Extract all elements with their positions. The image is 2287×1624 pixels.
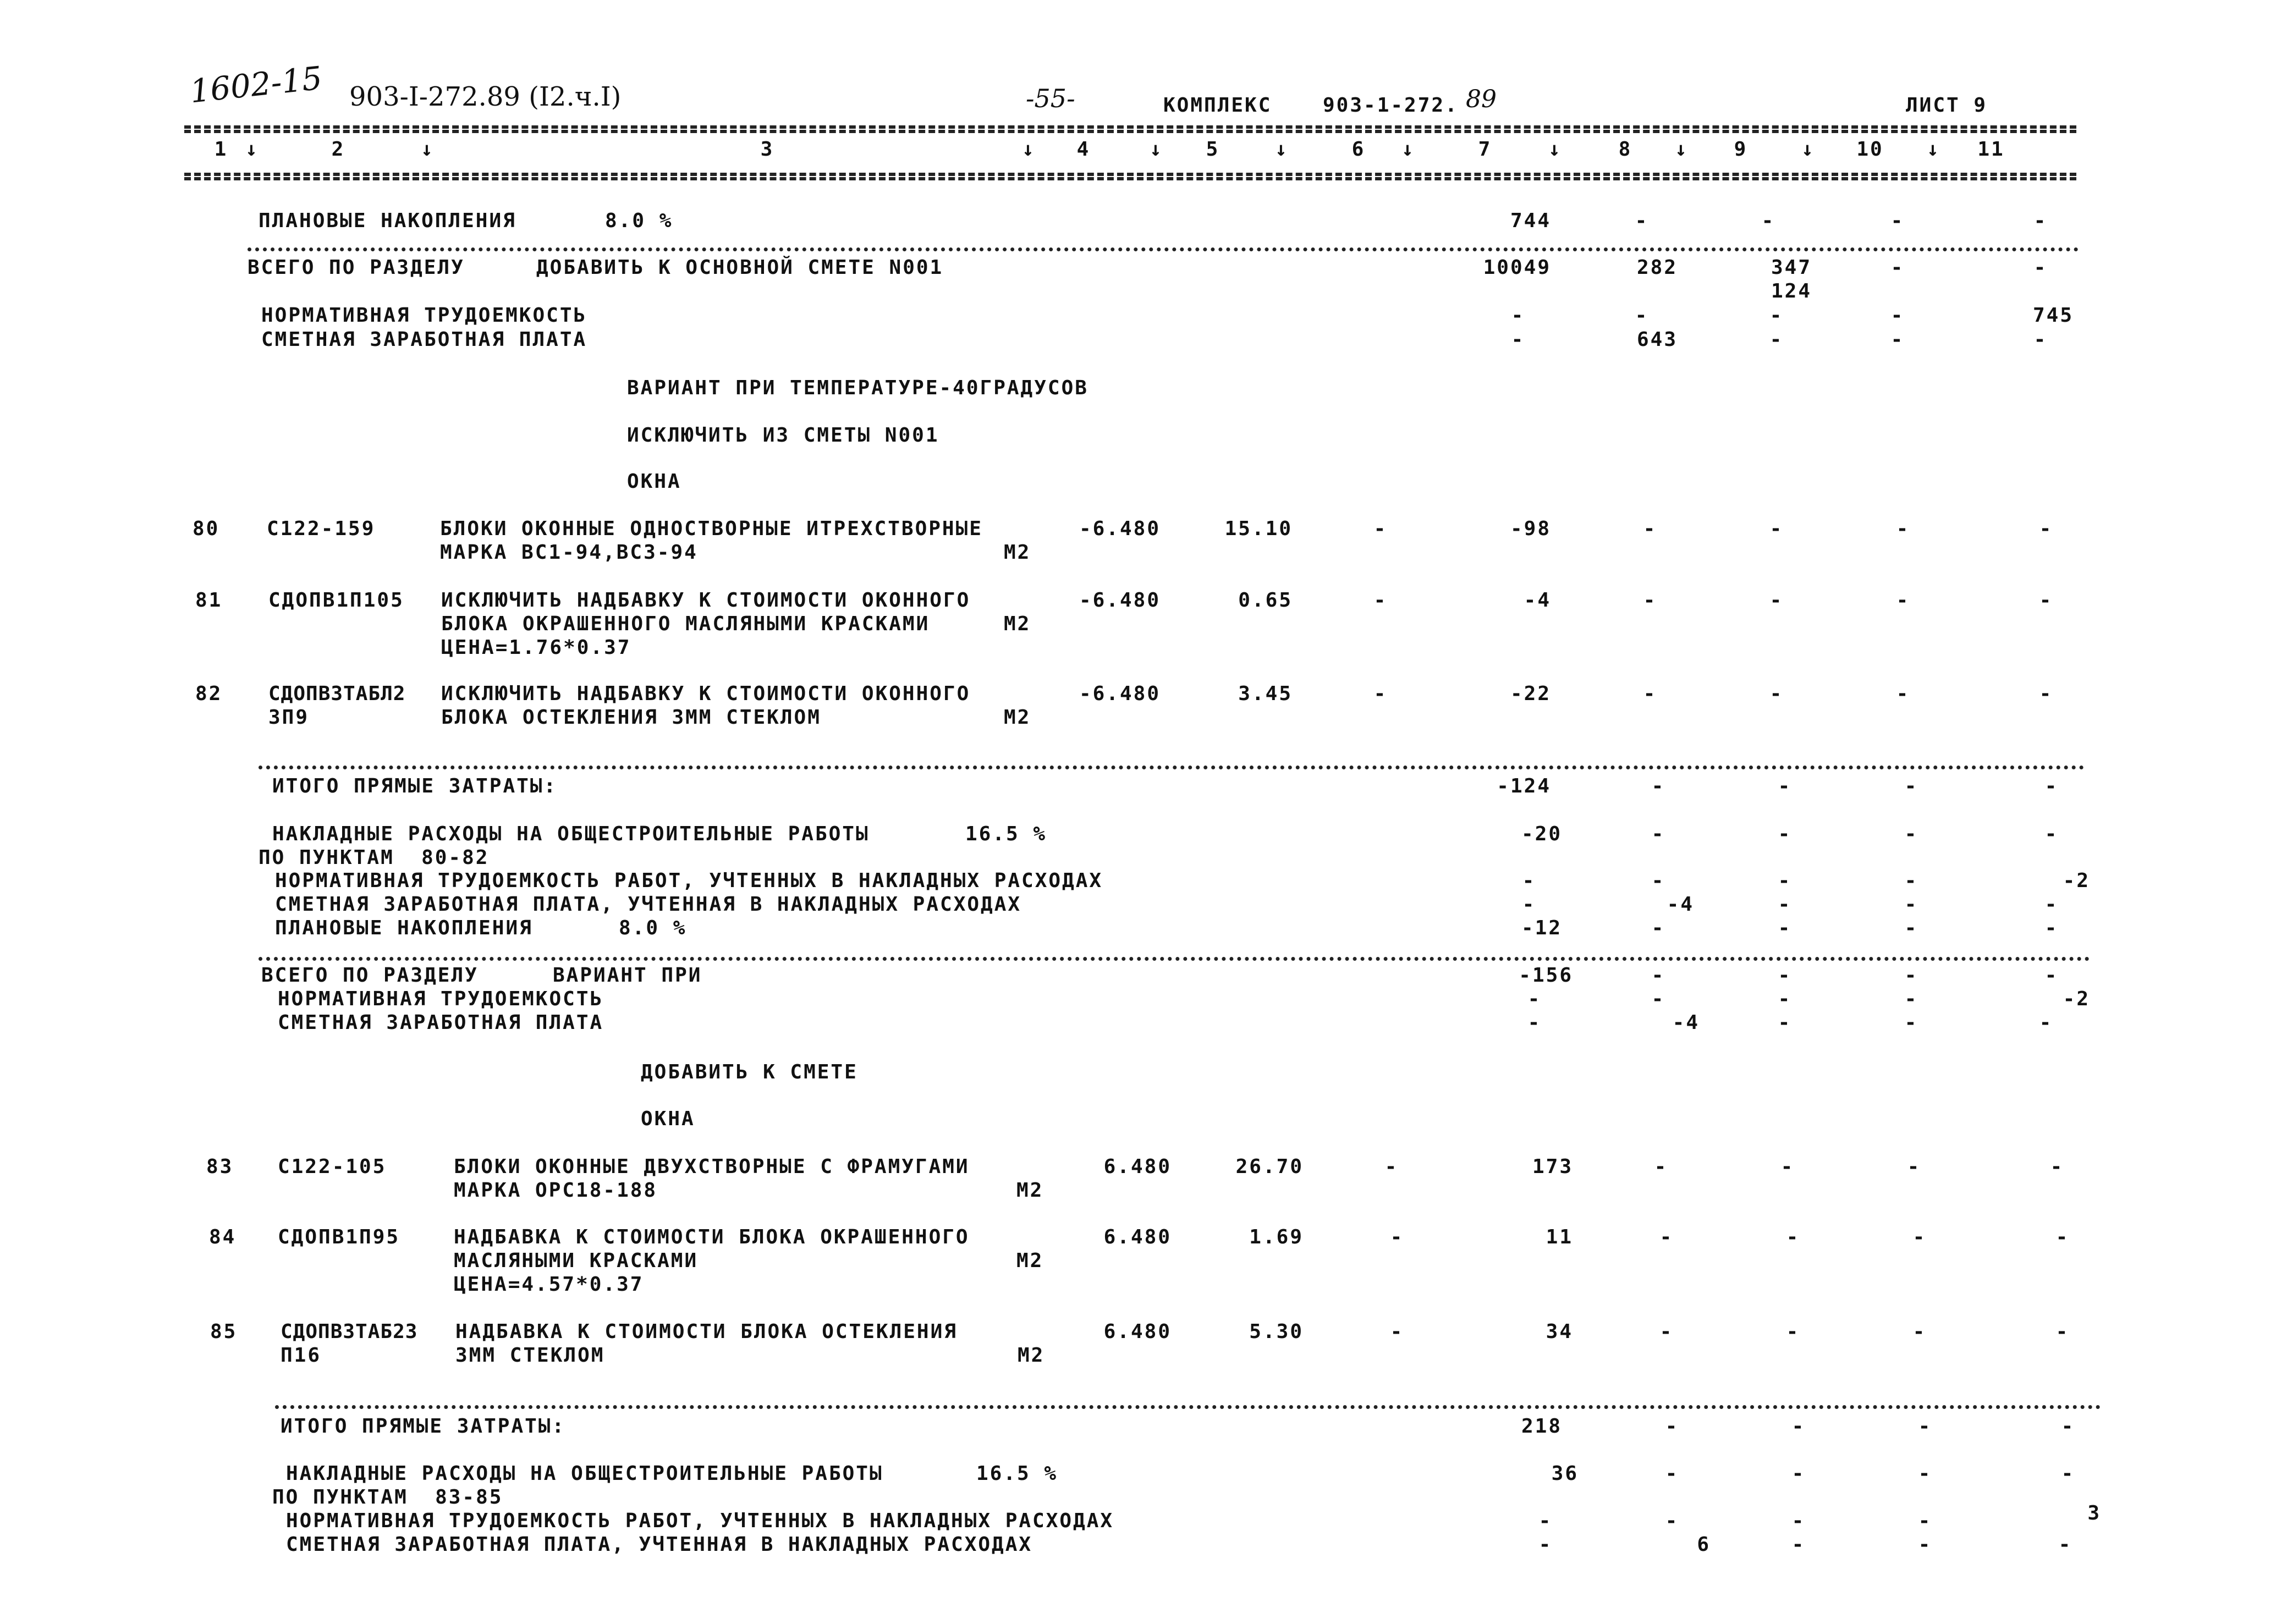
cell-col9: - bbox=[1769, 589, 1784, 612]
item-number: 80 bbox=[193, 518, 220, 540]
add-heading: ДОБАВИТЬ К СМЕТЕ bbox=[641, 1061, 858, 1083]
item-quantity: -6.480 bbox=[1079, 518, 1161, 540]
cell-col10: - bbox=[1918, 1510, 1932, 1532]
dotted-separator bbox=[275, 1405, 2101, 1409]
cell-col8: 282 bbox=[1636, 256, 1678, 279]
row-label: ИТОГО ПРЯМЫЕ ЗАТРАТЫ: bbox=[281, 1415, 566, 1438]
column-header-1: 1 bbox=[214, 138, 228, 161]
cell-col8: - bbox=[1654, 1155, 1668, 1178]
points-range: ПО ПУНКТАМ 83-85 bbox=[272, 1486, 503, 1509]
cell-col9: - bbox=[1778, 869, 1792, 892]
exclude-heading: ИСКЛЮЧИТЬ ИЗ СМЕТЫ N001 bbox=[627, 424, 939, 447]
column-header-4: 4 bbox=[1076, 138, 1091, 161]
item-description: НАДБАВКА К СТОИМОСТИ БЛОКА ОСТЕКЛЕНИЯ bbox=[455, 1320, 958, 1343]
item-description: БЛОКИ ОКОННЫЕ ДВУХСТВОРНЫЕ С ФРАМУГАМИ bbox=[454, 1155, 970, 1178]
item-price: 1.69 bbox=[1249, 1226, 1304, 1248]
cell-col8: 6 bbox=[1697, 1533, 1711, 1556]
row-note: ДОБАВИТЬ К ОСНОВНОЙ СМЕТЕ N001 bbox=[536, 256, 944, 279]
cell-col9: - bbox=[1778, 893, 1792, 916]
cell-col9: - bbox=[1778, 917, 1792, 939]
cell-col7: -4 bbox=[1524, 589, 1551, 612]
item-code: СДОПВ1П105 bbox=[268, 589, 404, 612]
cell-col11: - bbox=[2039, 589, 2053, 612]
item-price: 3.45 bbox=[1238, 682, 1293, 705]
cell-col10: - bbox=[1904, 1011, 1918, 1034]
cell-col6: - bbox=[1390, 1320, 1404, 1343]
cell-col9: 347 bbox=[1771, 256, 1812, 279]
item-unit: М2 bbox=[1018, 1344, 1045, 1367]
column-separator: ↓ bbox=[1401, 138, 1415, 161]
item-description: 3ММ СТЕКЛОМ bbox=[455, 1344, 605, 1367]
cell-col10: - bbox=[1912, 1320, 1927, 1343]
cell-col7: 36 bbox=[1551, 1462, 1579, 1485]
cell-col9: - bbox=[1761, 210, 1775, 232]
item-description: ИСКЛЮЧИТЬ НАДБАВКУ К СТОИМОСТИ ОКОННОГО bbox=[441, 682, 971, 705]
cell-col10: - bbox=[1890, 304, 1905, 327]
item-unit: М2 bbox=[1004, 613, 1031, 635]
item-description: БЛОКА ОСТЕКЛЕНИЯ 3ММ СТЕКЛОМ bbox=[441, 706, 821, 729]
cell-col10: - bbox=[1890, 256, 1905, 279]
cell-col10: - bbox=[1904, 823, 1918, 845]
cell-col8: - bbox=[1659, 1320, 1674, 1343]
item-code: СДОПВ3ТАБ23 bbox=[281, 1320, 418, 1343]
column-separator: ↓ bbox=[245, 138, 259, 161]
item-description: НАДБАВКА К СТОИМОСТИ БЛОКА ОКРАШЕННОГО bbox=[454, 1226, 970, 1248]
column-header-7: 7 bbox=[1478, 138, 1492, 161]
cell-col7: - bbox=[1511, 328, 1525, 351]
row-label: ВСЕГО ПО РАЗДЕЛУ bbox=[248, 256, 465, 279]
column-separator: ↓ bbox=[1548, 138, 1562, 161]
cell-col8: - bbox=[1651, 869, 1665, 892]
column-header-5: 5 bbox=[1206, 138, 1220, 161]
cell-col7: 744 bbox=[1510, 210, 1551, 232]
cell-col10: - bbox=[1896, 518, 1910, 540]
cell-col10: - bbox=[1918, 1533, 1932, 1556]
cell-col9: - bbox=[1778, 1011, 1792, 1034]
cell-col11: - bbox=[2055, 1226, 2070, 1248]
cell-col7: -22 bbox=[1510, 682, 1551, 705]
cell-col6: - bbox=[1373, 682, 1388, 705]
cell-col8: - bbox=[1635, 304, 1649, 327]
cell-col6: - bbox=[1390, 1226, 1404, 1248]
column-header-3: 3 bbox=[760, 138, 774, 161]
cell-col9: - bbox=[1786, 1226, 1800, 1248]
item-quantity: 6.480 bbox=[1103, 1226, 1172, 1248]
item-description: МАСЛЯНЫМИ КРАСКАМИ bbox=[454, 1249, 699, 1272]
document-code: 903-I-272.89 (I2.ч.I) bbox=[349, 81, 622, 112]
cell-col10: - bbox=[1904, 869, 1918, 892]
cell-col9: - bbox=[1791, 1462, 1806, 1485]
dotted-separator bbox=[248, 247, 2079, 251]
cell-col11: - bbox=[2044, 893, 2059, 916]
cell-col6: - bbox=[1373, 589, 1388, 612]
row-label: НОРМАТИВНАЯ ТРУДОЕМКОСТЬ РАБОТ, УЧТЕННЫХ В НАКЛАДНЫХ РАСХОДАХ bbox=[275, 869, 1103, 892]
cell-col11: - bbox=[2061, 1415, 2075, 1438]
column-separator: ↓ bbox=[1675, 138, 1689, 161]
item-unit: М2 bbox=[1004, 541, 1031, 564]
cell-col7: 10049 bbox=[1483, 256, 1551, 279]
variant-heading: ВАРИАНТ ПРИ ТЕМПЕРАТУРЕ-40ГРАДУСОВ bbox=[627, 377, 1088, 399]
dotted-separator bbox=[259, 766, 2085, 769]
cell-col8: - bbox=[1651, 964, 1665, 987]
row-percent: 16.5 % bbox=[976, 1462, 1058, 1485]
cell-col9-second: 124 bbox=[1771, 280, 1812, 302]
cell-col11: - bbox=[2050, 1155, 2064, 1178]
row-label: СМЕТНАЯ ЗАРАБОТНАЯ ПЛАТА, УЧТЕННАЯ В НАКЛАДНЫХ РАСХОДАХ bbox=[275, 893, 1022, 916]
page-number: -55- bbox=[1026, 84, 1075, 113]
cell-col9: - bbox=[1791, 1510, 1806, 1532]
item-description: БЛОКИ ОКОННЫЕ ОДНОСТВОРНЫЕ ИТРЕХСТВОРНЫЕ bbox=[440, 518, 983, 540]
cell-col10: - bbox=[1896, 589, 1910, 612]
cell-col8: - bbox=[1651, 775, 1665, 797]
row-label: СМЕТНАЯ ЗАРАБОТНАЯ ПЛАТА bbox=[261, 328, 587, 351]
item-number: 83 bbox=[206, 1155, 234, 1178]
cell-col8: - bbox=[1659, 1226, 1674, 1248]
cell-col7: 218 bbox=[1521, 1415, 1562, 1438]
complex-code: 903-1-272. bbox=[1323, 94, 1459, 117]
cell-col6: - bbox=[1384, 1155, 1399, 1178]
cell-col7: - bbox=[1522, 869, 1536, 892]
item-price: 26.70 bbox=[1235, 1155, 1304, 1178]
column-separator: ↓ bbox=[421, 138, 435, 161]
cell-col8: - bbox=[1651, 988, 1665, 1010]
row-label: СМЕТНАЯ ЗАРАБОТНАЯ ПЛАТА, УЧТЕННАЯ В НАКЛАДНЫХ РАСХОДАХ bbox=[286, 1533, 1033, 1556]
item-description: МАРКА ОРС18-188 bbox=[454, 1179, 658, 1202]
cell-col8: -4 bbox=[1672, 1011, 1700, 1034]
cell-col11: -2 bbox=[2063, 869, 2090, 892]
cell-col8: - bbox=[1665, 1415, 1679, 1438]
windows-heading: ОКНА bbox=[627, 470, 681, 493]
cell-col11: 745 bbox=[2032, 304, 2074, 327]
cell-col9: - bbox=[1778, 775, 1792, 797]
cell-col9: - bbox=[1791, 1415, 1806, 1438]
row-label: НОРМАТИВНАЯ ТРУДОЕМКОСТЬ bbox=[278, 988, 604, 1010]
item-description: БЛОКА ОКРАШЕННОГО МАСЛЯНЫМИ КРАСКАМИ bbox=[441, 613, 930, 635]
cell-col8: - bbox=[1643, 589, 1657, 612]
item-quantity: -6.480 bbox=[1079, 682, 1161, 705]
cell-col9: - bbox=[1778, 823, 1792, 845]
row-label: ПЛАНОВЫЕ НАКОПЛЕНИЯ bbox=[275, 917, 533, 939]
cell-col9: - bbox=[1786, 1320, 1800, 1343]
header-rule-top bbox=[184, 125, 2076, 129]
cell-col7: -98 bbox=[1510, 518, 1551, 540]
item-code-continued: П16 bbox=[281, 1344, 322, 1367]
item-description: ЦЕНА=4.57*0.37 bbox=[454, 1273, 644, 1296]
cell-col8: - bbox=[1665, 1510, 1679, 1532]
cell-col8: - bbox=[1651, 823, 1665, 845]
cell-col8: -4 bbox=[1667, 893, 1694, 916]
cell-col10: - bbox=[1904, 893, 1918, 916]
cell-col11: 3 bbox=[2087, 1502, 2101, 1524]
row-percent: 16.5 % bbox=[965, 823, 1047, 845]
row-label: НОРМАТИВНАЯ ТРУДОЕМКОСТЬ РАБОТ, УЧТЕННЫХ В НАКЛАДНЫХ РАСХОДАХ bbox=[286, 1510, 1114, 1532]
cell-col11: - bbox=[2061, 1462, 2075, 1485]
cell-col7: 173 bbox=[1532, 1155, 1573, 1178]
complex-label: КОМПЛЕКС bbox=[1163, 94, 1272, 117]
cell-col7: 34 bbox=[1546, 1320, 1573, 1343]
column-header-2: 2 bbox=[331, 138, 345, 161]
item-number: 84 bbox=[209, 1226, 237, 1248]
cell-col10: - bbox=[1890, 210, 1905, 232]
cell-col11: - bbox=[2039, 682, 2053, 705]
cell-col10: - bbox=[1904, 917, 1918, 939]
cell-col10: - bbox=[1918, 1462, 1932, 1485]
cell-col9: - bbox=[1778, 964, 1792, 987]
item-quantity: 6.480 bbox=[1103, 1320, 1172, 1343]
column-header-11: 11 bbox=[1977, 138, 2005, 161]
cell-col10: - bbox=[1890, 328, 1905, 351]
cell-col6: - bbox=[1373, 518, 1388, 540]
cell-col9: - bbox=[1769, 304, 1784, 327]
cell-col11: - bbox=[2033, 256, 2048, 279]
row-label: ВСЕГО ПО РАЗДЕЛУ bbox=[261, 964, 479, 987]
cell-col9: - bbox=[1769, 518, 1784, 540]
header-rule-bottom2 bbox=[184, 177, 2076, 180]
row-label: ПЛАНОВЫЕ НАКОПЛЕНИЯ bbox=[259, 210, 516, 232]
header-rule-top2 bbox=[184, 130, 2076, 133]
cell-col11: - bbox=[2044, 775, 2059, 797]
item-unit: М2 bbox=[1016, 1179, 1044, 1202]
cell-col11: - bbox=[2033, 328, 2048, 351]
cell-col9: - bbox=[1780, 1155, 1795, 1178]
cell-col8: 643 bbox=[1636, 328, 1678, 351]
item-number: 85 bbox=[210, 1320, 238, 1343]
row-note: ВАРИАНТ ПРИ bbox=[553, 964, 702, 987]
cell-col10: - bbox=[1904, 775, 1918, 797]
column-header-10: 10 bbox=[1856, 138, 1884, 161]
cell-col11: - bbox=[2039, 1011, 2053, 1034]
cell-col7: - bbox=[1538, 1533, 1553, 1556]
cell-col7: -156 bbox=[1519, 964, 1573, 987]
column-header-6: 6 bbox=[1351, 138, 1366, 161]
cell-col11: -2 bbox=[2063, 988, 2090, 1010]
cell-col7: - bbox=[1527, 1011, 1542, 1034]
cell-col11: - bbox=[2044, 964, 2059, 987]
cell-col7: - bbox=[1538, 1510, 1553, 1532]
cell-col10: - bbox=[1904, 964, 1918, 987]
cell-col7: -12 bbox=[1521, 917, 1562, 939]
cell-col11: - bbox=[2044, 823, 2059, 845]
column-separator: ↓ bbox=[1275, 138, 1289, 161]
item-description: МАРКА ВС1-94,ВС3-94 bbox=[440, 541, 698, 564]
cell-col9: - bbox=[1769, 682, 1784, 705]
item-price: 0.65 bbox=[1238, 589, 1293, 612]
item-unit: М2 bbox=[1016, 1249, 1044, 1272]
column-separator: ↓ bbox=[1150, 138, 1163, 161]
item-code: СДОПВ3ТАБЛ2 bbox=[268, 682, 406, 705]
item-number: 81 bbox=[195, 589, 223, 612]
row-percent: 8.0 % bbox=[605, 210, 673, 232]
row-label: ИТОГО ПРЯМЫЕ ЗАТРАТЫ: bbox=[272, 775, 558, 797]
item-quantity: -6.480 bbox=[1079, 589, 1161, 612]
cell-col7: -124 bbox=[1497, 775, 1551, 797]
points-range: ПО ПУНКТАМ 80-82 bbox=[259, 846, 490, 869]
cell-col11: - bbox=[2044, 917, 2059, 939]
item-code: С122-105 bbox=[278, 1155, 387, 1178]
cell-col10: - bbox=[1904, 988, 1918, 1010]
cell-col11: - bbox=[2058, 1533, 2072, 1556]
item-code-continued: 3П9 bbox=[268, 706, 310, 729]
cell-col7: - bbox=[1511, 304, 1525, 327]
item-unit: М2 bbox=[1004, 706, 1031, 729]
cell-col9: - bbox=[1778, 988, 1792, 1010]
column-header-9: 9 bbox=[1734, 138, 1748, 161]
sheet-label: ЛИСТ 9 bbox=[1906, 94, 1988, 117]
item-number: 82 bbox=[195, 682, 223, 705]
cell-col11: - bbox=[2033, 210, 2048, 232]
cell-col10: - bbox=[1912, 1226, 1927, 1248]
dotted-separator bbox=[259, 957, 2090, 961]
item-description: ЦЕНА=1.76*0.37 bbox=[441, 636, 631, 659]
cell-col7: - bbox=[1522, 893, 1536, 916]
row-label: НАКЛАДНЫЕ РАСХОДЫ НА ОБЩЕСТРОИТЕЛЬНЫЕ РАБОТЫ bbox=[286, 1462, 883, 1485]
item-code: СДОПВ1П95 bbox=[278, 1226, 400, 1248]
cell-col10: - bbox=[1907, 1155, 1921, 1178]
complex-year: 89 bbox=[1466, 85, 1497, 113]
cell-col7: 11 bbox=[1546, 1226, 1573, 1248]
cell-col8: - bbox=[1651, 917, 1665, 939]
column-separator: ↓ bbox=[1927, 138, 1940, 161]
cell-col8: - bbox=[1643, 682, 1657, 705]
column-separator: ↓ bbox=[1801, 138, 1815, 161]
item-code: С122-159 bbox=[267, 518, 376, 540]
cell-col11: - bbox=[2039, 518, 2053, 540]
row-percent: 8.0 % bbox=[619, 917, 687, 939]
cell-col11: - bbox=[2055, 1320, 2070, 1343]
column-header-8: 8 bbox=[1618, 138, 1632, 161]
item-description: ИСКЛЮЧИТЬ НАДБАВКУ К СТОИМОСТИ ОКОННОГО bbox=[441, 589, 971, 612]
row-label: СМЕТНАЯ ЗАРАБОТНАЯ ПЛАТА bbox=[278, 1011, 604, 1034]
windows-heading-2: ОКНА bbox=[641, 1108, 695, 1130]
cell-col7: - bbox=[1527, 988, 1542, 1010]
header-rule-bottom bbox=[184, 173, 2076, 176]
item-quantity: 6.480 bbox=[1103, 1155, 1172, 1178]
column-separator: ↓ bbox=[1022, 138, 1036, 161]
item-price: 15.10 bbox=[1224, 518, 1293, 540]
cell-col8: - bbox=[1665, 1462, 1679, 1485]
row-label: НАКЛАДНЫЕ РАСХОДЫ НА ОБЩЕСТРОИТЕЛЬНЫЕ РАБОТЫ bbox=[272, 823, 870, 845]
cell-col9: - bbox=[1791, 1533, 1806, 1556]
handwritten-reference: 1602-15 bbox=[188, 59, 324, 111]
cell-col8: - bbox=[1635, 210, 1649, 232]
cell-col8: - bbox=[1643, 518, 1657, 540]
cell-col9: - bbox=[1769, 328, 1784, 351]
cell-col10: - bbox=[1896, 682, 1910, 705]
cell-col7: -20 bbox=[1521, 823, 1562, 845]
item-price: 5.30 bbox=[1249, 1320, 1304, 1343]
cell-col10: - bbox=[1918, 1415, 1932, 1438]
row-label: НОРМАТИВНАЯ ТРУДОЕМКОСТЬ bbox=[261, 304, 587, 327]
